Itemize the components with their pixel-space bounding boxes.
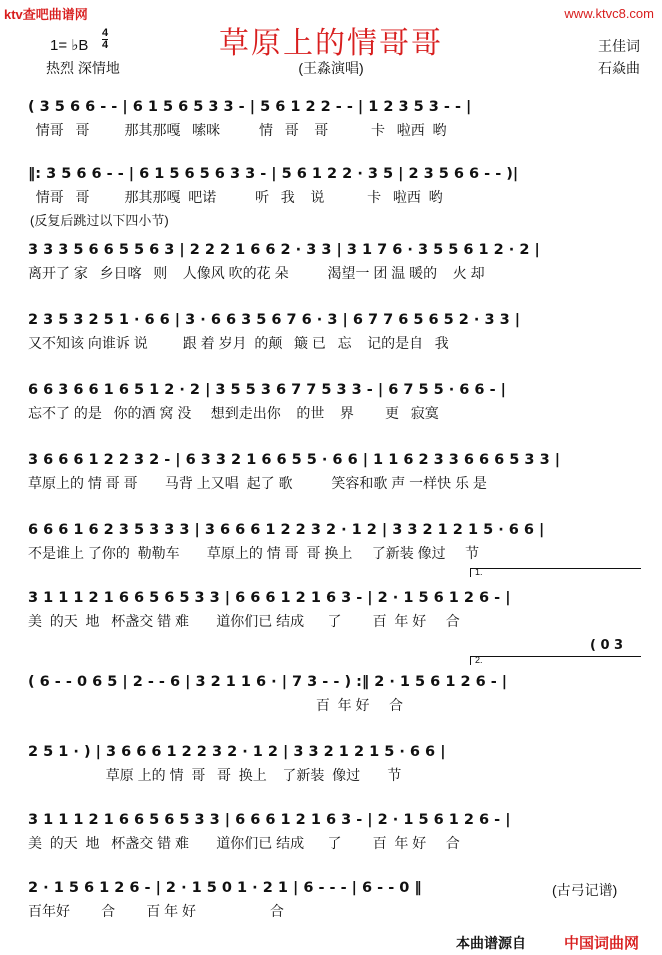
lyric-line: 百年好 合 百 年 好 合 <box>28 903 284 919</box>
time-signature-top: 4 <box>102 27 109 39</box>
time-signature <box>102 28 108 51</box>
lyric-line: 百 年 好 合 <box>28 697 403 713</box>
lyric-line: 草原上的 情 哥 哥 马背 上又唱 起了 歌 笑容和歌 声 一样快 乐 是 <box>28 475 487 491</box>
lyric-line: 美 的天 地 杯盏交 错 难 道你们已 结成 了 百 年 好 合 <box>28 613 460 629</box>
notation-line: 3 1 1 1 2 1 6 6 5 6 5 3 3 | 6 6 6 1 2 1 6 3 - | 2 · 1 5 6 1 2 6 - | <box>28 590 511 606</box>
notation-line: ‖: 3 5 6 6 - - | 6 1 5 6 5 6 3 3 - | 5 6 1 2 2 · 3 5 | 2 3 5 6 6 - - )| <box>28 166 519 182</box>
notation-line: ( 3 5 6 6 - - | 6 1 5 6 5 3 3 - | 5 6 1 2 2 - - | 1 2 3 5 3 - - | <box>28 99 472 115</box>
song-title: 草原上的情哥哥 <box>219 27 443 60</box>
pickup-notes: ( 0 3 <box>590 638 624 653</box>
volta-1-label: 1. <box>475 567 483 577</box>
transcriber-credit: (古弓记谱) <box>552 882 618 898</box>
site-url[interactable]: www.ktvc8.com <box>564 6 654 21</box>
time-signature-bottom: 4 <box>102 39 109 51</box>
notation-line: 3 6 6 6 1 2 2 3 2 - | 6 3 3 2 1 6 6 5 5 · 6 6 | 1 1 6 2 3 3 6 6 6 5 3 3 | <box>28 452 560 468</box>
lyric-line: 草原 上的 情 哥 哥 换上 了新装 像过 节 <box>28 767 402 783</box>
notation-line: ( 6 - - 0 6 5 | 2 - - 6 | 3 2 1 1 6 · | 7 3 - - ) :‖ 2 · 1 5 6 1 2 6 - | <box>28 674 508 690</box>
lyric-line: 美 的天 地 杯盏交 错 难 道你们已 结成 了 百 年 好 合 <box>28 835 460 851</box>
notation-line: 2 5 1 · ) | 3 6 6 6 1 2 2 3 2 · 1 2 | 3 3 2 1 2 1 5 · 6 6 | <box>28 744 446 760</box>
lyric-line: 情哥 哥 那其那嘎 吧诺 听 我 说 卡 啦西 哟 <box>28 189 443 205</box>
lyric-line: 离开了 家 乡日喀 则 人像风 吹的花 朵 渴望一 团 温 暖的 火 却 <box>28 265 485 281</box>
lyric-line: 不是谁上 了你的 勒勒车 草原上的 情 哥 哥 换上 了新装 像过 节 <box>28 545 480 561</box>
repeat-skip-note: (反复后跳过以下四小节) <box>30 213 169 228</box>
volta-bracket-2 <box>470 656 641 665</box>
notation-line: 3 1 1 1 2 1 6 6 5 6 5 3 3 | 6 6 6 1 2 1 6 3 - | 2 · 1 5 6 1 2 6 - | <box>28 812 511 828</box>
site-logo-text[interactable]: ktv查吧曲谱网 <box>4 7 88 22</box>
notation-line: 6 6 6 1 6 2 3 5 3 3 3 | 3 6 6 6 1 2 2 3 2 · 1 2 | 3 3 2 1 2 1 5 · 6 6 | <box>28 522 545 538</box>
notation-line: 3 3 3 5 6 6 5 5 6 3 | 2 2 2 1 6 6 2 · 3 3 | 3 1 7 6 · 3 5 5 6 1 2 · 2 | <box>28 242 540 258</box>
lyric-line: 忘不了 的是 你的酒 窝 没 想到走出你 的世 界 更 寂寞 <box>28 405 439 421</box>
composer-credit: 石焱曲 <box>598 60 640 76</box>
volta-2-label: 2. <box>475 655 483 665</box>
volta-bracket-1 <box>470 568 641 577</box>
notation-line: 6 6 3 6 6 1 6 5 1 2 · 2 | 3 5 5 3 6 7 7 5 3 3 - | 6 7 5 5 · 6 6 - | <box>28 382 506 398</box>
tempo-mood: 热烈 深情地 <box>46 60 120 76</box>
lyricist-credit: 王佳词 <box>598 38 640 54</box>
lyric-line: 又不知该 向谁诉 说 跟 着 岁月 的颠 簸 已 忘 记的是自 我 <box>28 335 449 351</box>
notation-line: 2 · 1 5 6 1 2 6 - | 2 · 1 5 0 1 · 2 1 | 6 - - - | 6 - - 0 ‖ <box>28 880 422 896</box>
footer-site-link[interactable]: 中国词曲网 <box>564 935 640 952</box>
lyric-line: 情哥 哥 那其那嘎 嗦咪 情 哥 哥 卡 啦西 哟 <box>28 122 447 138</box>
singer-credit: (王淼演唱) <box>298 60 364 76</box>
key-signature: 1= ♭B <box>50 37 89 54</box>
footer-source-label: 本曲谱源自 <box>456 935 526 951</box>
notation-line: 2 3 5 3 2 5 1 · 6 6 | 3 · 6 6 3 5 6 7 6 · 3 | 6 7 7 6 5 6 5 2 · 3 3 | <box>28 312 521 328</box>
